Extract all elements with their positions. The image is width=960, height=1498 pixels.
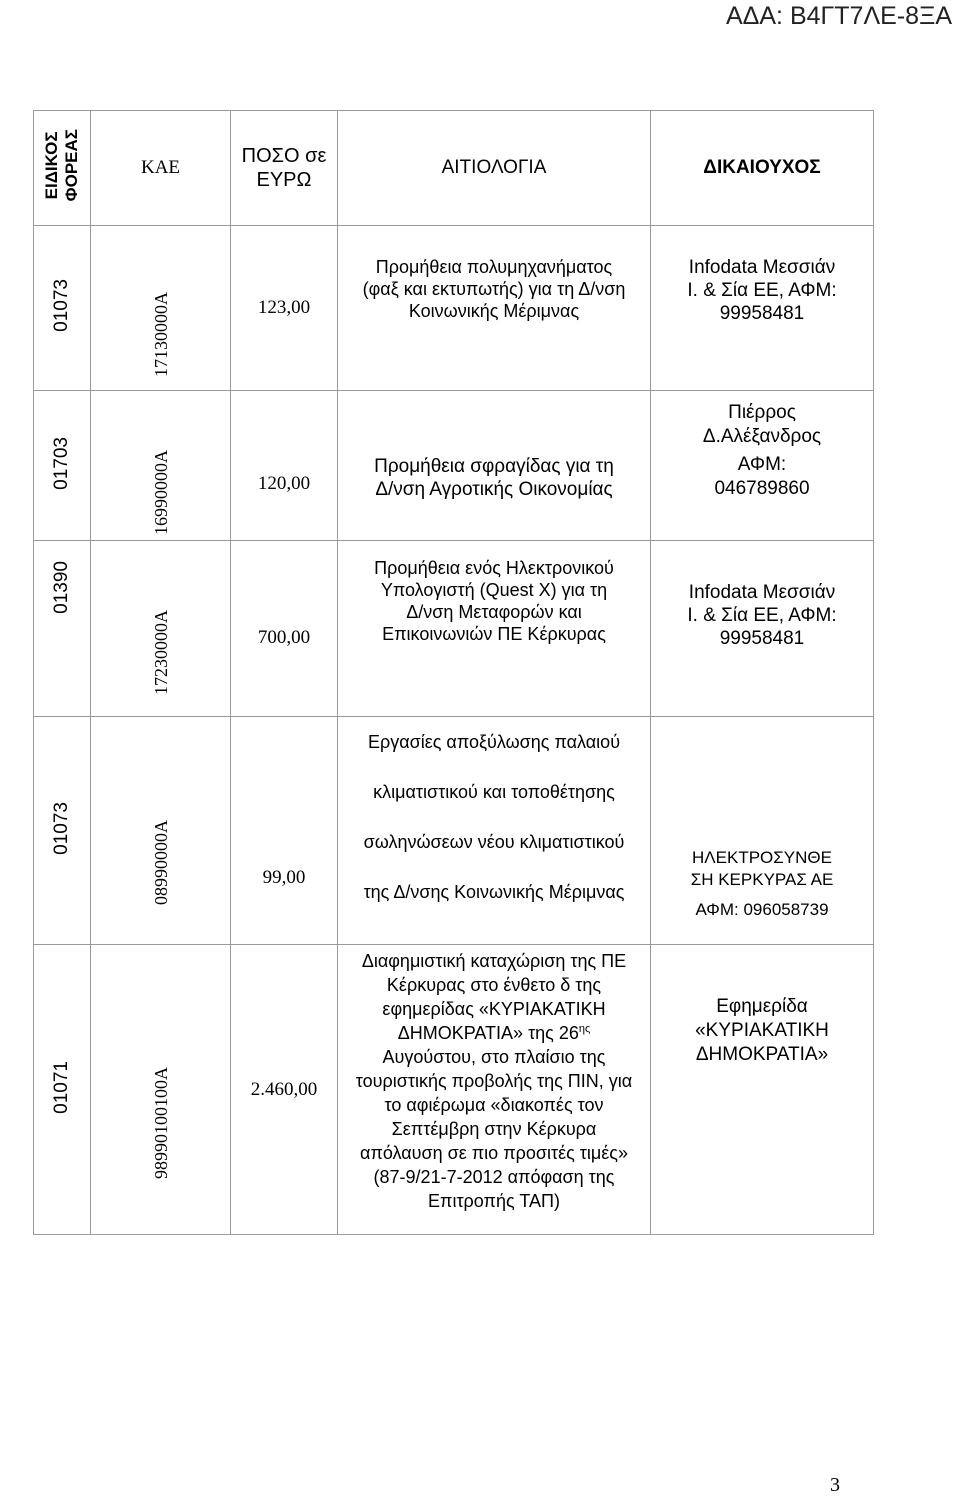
payments-table [33,110,874,1235]
header-aitiologia: ΑΙΤΙΟΛΟΓΙΑ [338,111,651,226]
amount-cell: 120,00 [231,391,338,541]
header-foreas: ΕΙΔΙΚΟΣ ΦΟΡΕΑΣ [34,111,91,226]
foreas-cell: 01390 [34,541,91,717]
foreas-cell: 01703 [34,391,91,541]
aitiologia-cell: Προμήθεια πολυμηχανήματος (φαξ και εκτυπωτής) για τη Δ/νση Κοινωνικής Μέριμνας [338,226,651,391]
header-kae: ΚΑΕ [91,111,231,226]
kae-cell: 16990000Α [91,391,231,541]
foreas-cell: 01071 [34,945,91,1235]
table-row [34,717,874,945]
aitiologia-cell: Προμήθεια σφραγίδας για τη Δ/νση Αγροτικής Οικονομίας [338,391,651,541]
kae-cell: 08990000Α [91,717,231,945]
table-row [34,226,874,391]
aitiologia-cell: Προμήθεια ενός Ηλεκτρονικού Υπολογιστή (Quest X) για τη Δ/νση Μεταφορών και Επικοινωνιών ΠΕ Κέρκυρας [338,541,651,717]
page-number: 3 [830,1474,840,1496]
amount-cell: 700,00 [231,541,338,717]
beneficiary-cell: Πιέρρος Δ.Αλέξανδρος ΑΦΜ: 046789860 [651,391,874,541]
header-poso: ΠΟΣΟ σε ΕΥΡΩ [231,111,338,226]
beneficiary-cell: Εφημερίδα «ΚΥΡΙΑΚΑΤΙΚΗ ΔΗΜΟΚΡΑΤΙΑ» [651,945,874,1235]
kae-cell: 98990100100Α [91,945,231,1235]
amount-cell: 2.460,00 [231,945,338,1235]
beneficiary-cell: ΗΛΕΚΤΡΟΣΥΝΘΕ ΣΗ ΚΕΡΚΥΡΑΣ ΑΕ ΑΦΜ: 096058739 [651,717,874,945]
kae-cell: 17230000Α [91,541,231,717]
table-row [34,541,874,717]
amount-cell: 123,00 [231,226,338,391]
beneficiary-cell: Infodata Μεσσιάν Ι. & Σία ΕΕ, ΑΦΜ: 99958481 [651,226,874,391]
header-dikaiouxos: ΔΙΚΑΙΟΥΧΟΣ [651,111,874,226]
amount-cell: 99,00 [231,717,338,945]
document-id: ΑΔΑ: Β4ΓΤ7ΛΕ-8ΞΑ [726,2,952,30]
aitiologia-cell: Εργασίες αποξύλωσης παλαιού κλιματιστικού και τοποθέτησης σωληνώσεων νέου κλιματιστικού της Δ/νσης Κοινωνικής Μέριμνας [338,717,651,945]
table-header-row [34,111,874,226]
table-row [34,391,874,541]
aitiologia-cell: Διαφημιστική καταχώριση της ΠΕ Κέρκυρας στο ένθετο δ της εφημερίδας «ΚΥΡΙΑΚΑΤΙΚΗ ΔΗΜΟΚΡΑΤΙΑ» της $26^{\eta\varsigma}$ Αυγούστου, στο πλαίσιο της τουριστικής προβολής της ΠΙΝ, για το αφιέρωμα «διακοπές τον Σεπτέμβρη στην Κέρκυρα απόλαυση σε πιο προσιτές τιμές» (87-9/21-7-2012 απόφαση της Επιτροπής ΤΑΠ) [338,945,651,1235]
beneficiary-cell: Infodata Μεσσιάν Ι. & Σία ΕΕ, ΑΦΜ: 99958481 [651,541,874,717]
table-row [34,945,874,1235]
kae-cell: 17130000Α [91,226,231,391]
foreas-cell: 01073 [34,226,91,391]
foreas-cell: 01073 [34,717,91,945]
